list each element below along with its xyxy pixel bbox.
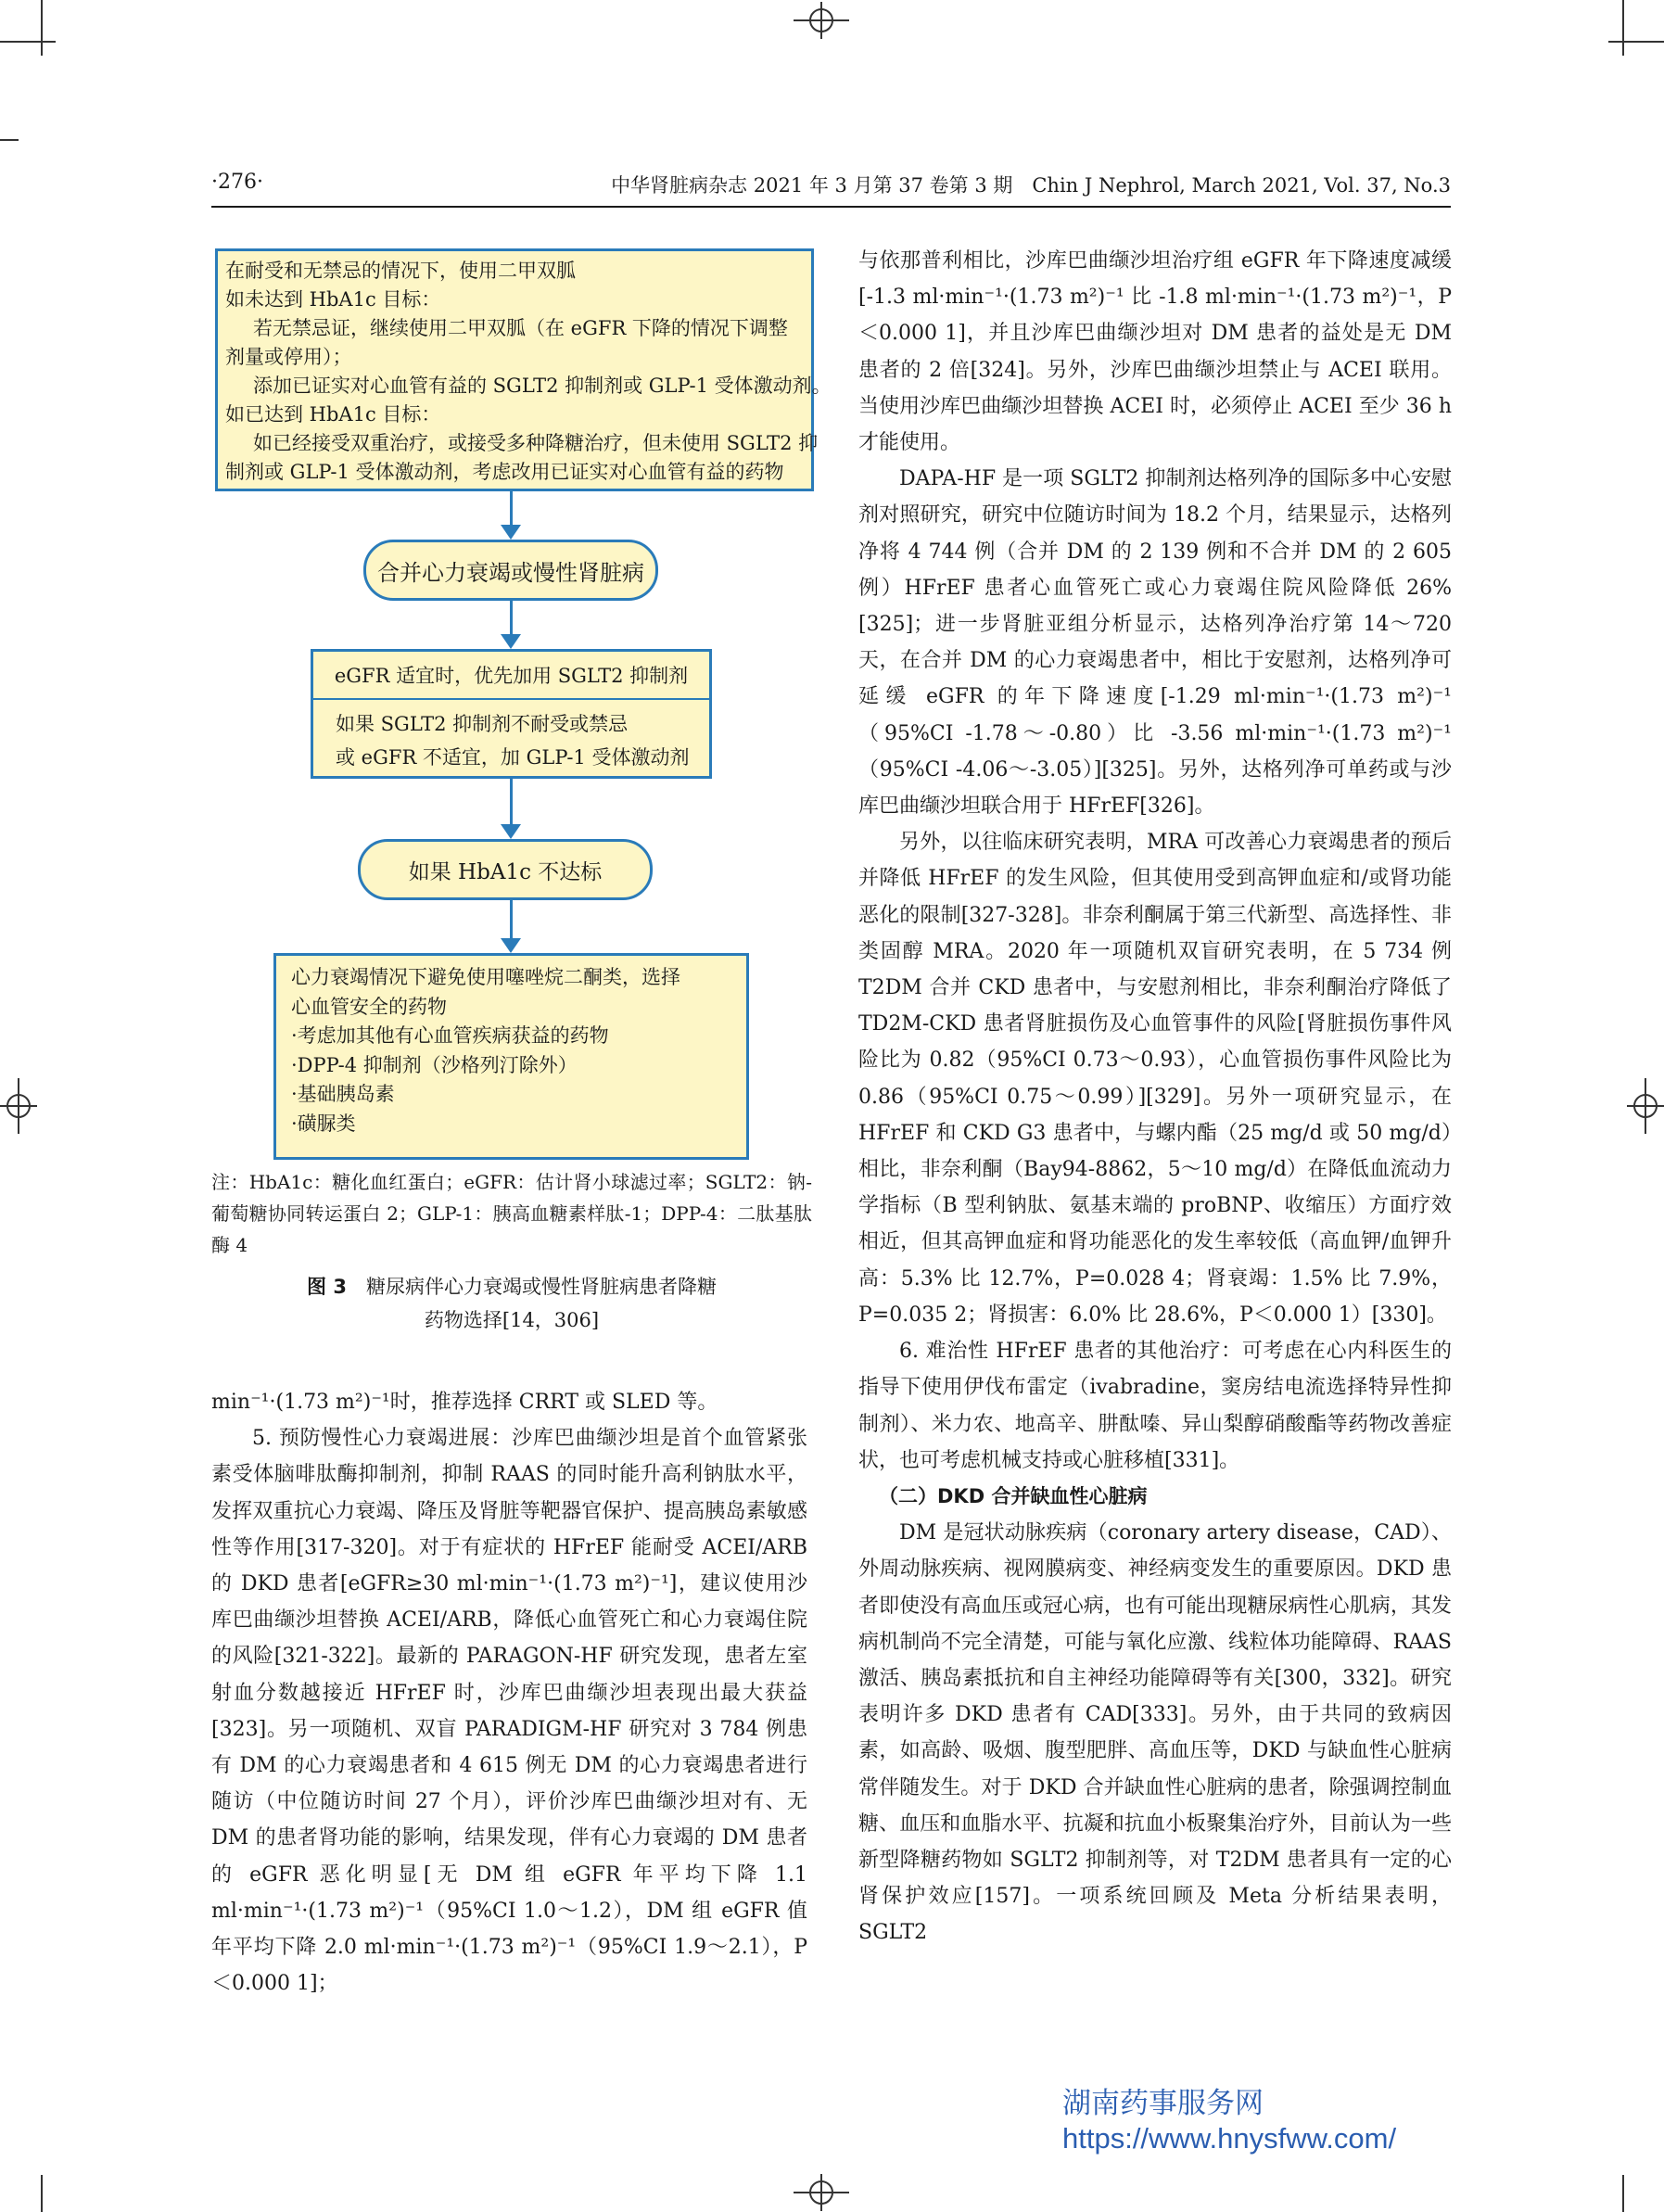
- registration-mark-right: [1627, 1078, 1664, 1134]
- paragraph: 与依那普利相比，沙库巴曲缬沙坦治疗组 eGFR 年下降速度减缓[-1.3 ml·min⁻¹·(1.73 m²)⁻¹ 比 -1.8 ml·min⁻¹·(1.73 m²)⁻¹，P＜0.000 1]，并且沙库巴曲缬沙坦对 DM 患者的益处是无 DM 患者的 2 倍[324]。另外，沙库巴曲缬沙坦禁止与 ACEI 联用。当使用沙库巴曲缬沙坦替换 ACEI 时，必须停止 ACEI 至少 36 h 才能使用。: [858, 249, 1452, 455]
- figure-note: 注：HbA1c：糖化血红蛋白；eGFR：估计肾小球滤过率；SGLT2：钠-葡萄糖协同转运蛋白 2；GLP-1：胰高血糖素样肽-1；DPP-4：二肽基肽酶 4: [211, 1171, 812, 1256]
- flowchart-node-hba1c: 如果 HbA1c 不达标: [358, 839, 653, 900]
- paragraph: 5. 预防慢性心力衰竭进展：沙库巴曲缬沙坦是首个血管紧张素受体脑啡肽酶抑制剂，抑制 RAAS 的同时能升高利钠肽水平，发挥双重抗心力衰竭、降压及肾脏等靶器官保护、提高胰岛素敏感性等作用[317-320]。对于有症状的 HFrEF 能耐受 ACEI/ARB 的 DKD 患者[eGFR≥30 ml·min⁻¹·(1.73 m²)⁻¹]，建议使用沙库巴曲缬沙坦替换 ACEI/ARB，降低心血管死亡和心力衰竭住院的风险[321-322]。最新的 PARAGON-HF 研究发现，患者左室射血分数越接近 HFrEF 时，沙库巴曲缬沙坦表现出最大获益[323]。另一项随机、双盲 PARADIGM-HF 研究对 3 784 例患有 DM 的心力衰竭患者和 4 615 例无 DM 的心力衰竭患者进行随访（中位随访时间 27 个月），评价沙库巴曲缬沙坦对有、无 DM 的患者肾功能的影响，结果发现，伴有心力衰竭的 DM 患者的 eGFR 恶化明显[无 DM 组 eGFR 年平均下降 1.1 ml·min⁻¹·(1.73 m²)⁻¹（95%CI 1.0～1.2），DM 组 eGFR 值年平均下降 2.0 ml·min⁻¹·(1.73 m²)⁻¹（95%CI 1.9～2.1），P＜0.000 1]；: [211, 1427, 807, 1996]
- registration-mark-bottom: [794, 2174, 849, 2211]
- flowchart-text: 制剂或 GLP-1 受体激动剂，考虑改用已证实对心血管有益的药物: [225, 461, 784, 483]
- flowchart-text: ·磺脲类: [291, 1112, 356, 1135]
- flowchart-text: eGFR 适宜时，优先加用 SGLT2 抑制剂: [313, 652, 709, 700]
- flowchart-text: 心血管安全的药物: [291, 995, 447, 1018]
- flowchart-text: 添加已证实对心血管有益的 SGLT2 抑制剂或 GLP-1 受体激动剂。: [253, 375, 832, 397]
- section-heading: （二）DKD 合并缺血性心脏病: [879, 1484, 1148, 1507]
- figure-caption-line1: 糖尿病伴心力衰竭或慢性肾脏病患者降糖: [365, 1276, 717, 1298]
- flowchart-text: 如未达到 HbA1c 目标：: [225, 288, 441, 311]
- crop-mark: [1622, 0, 1624, 56]
- flowchart-node-hf-ckd: 合并心力衰竭或慢性肾脏病: [363, 540, 658, 601]
- flowchart-box-safe-drugs: [273, 953, 749, 1160]
- paragraph: DAPA-HF 是一项 SGLT2 抑制剂达格列净的国际多中心安慰剂对照研究，研究中位随访时间为 18.2 个月，结果显示，达格列净将 4 744 例（合并 DM 的 2 139 例和不合并 DM 的 2 605 例）HFrEF 患者心血管死亡或心力衰竭住院风险降低 26%[325]；进一步肾脏亚组分析显示，达格列净治疗第 14～720 天，在合并 DM 的心力衰竭患者中，相比于安慰剂，达格列净可延缓 eGFR 的年下降速度[-1.29 ml·min⁻¹·(1.73 m²)⁻¹（95%CI -1.78～-0.80）比 -3.56 ml·min⁻¹·(1.73 m²)⁻¹（95%CI -4.06～-3.05）][325]。另外，达格列净可单药或与沙库巴曲缬沙坦联合用于 HFrEF[326]。: [858, 467, 1452, 819]
- watermark: [1062, 2086, 1396, 2156]
- crop-mark: [1622, 2175, 1624, 2212]
- paragraph: min⁻¹·(1.73 m²)⁻¹时，推荐选择 CRRT 或 SLED 等。: [211, 1391, 718, 1414]
- header-rule: [211, 206, 1451, 208]
- flowchart-text: ·考虑加其他有心血管疾病获益的药物: [291, 1024, 609, 1047]
- flowchart-arrow: [510, 900, 513, 940]
- flowchart-arrow: [510, 491, 513, 527]
- flowchart-arrow: [510, 779, 513, 826]
- flowchart-text: 若无禁忌证，继续使用二甲双胍（在 eGFR 下降的情况下调整: [253, 317, 788, 339]
- paragraph: 6. 难治性 HFrEF 患者的其他治疗：可考虑在心内科医生的指导下使用伊伐布雷定（ivabradine，窦房结电流选择特异性抑制剂）、米力农、地高辛、肼酞嗪、异山梨醇硝酸酯等药物改善症状，也可考虑机械支持或心脏移植[331]。: [858, 1340, 1452, 1472]
- watermark-name: 湖南药事服务网: [1062, 2087, 1264, 2119]
- left-column: [211, 1384, 807, 2002]
- page-number: ·276·: [211, 171, 263, 194]
- flowchart-text: ·DPP-4 抑制剂（沙格列汀除外）: [291, 1053, 578, 1076]
- registration-mark-top: [794, 2, 849, 39]
- flowchart-text: 如已经接受双重治疗，或接受多种降糖治疗，但未使用 SGLT2 抑: [253, 432, 819, 454]
- registration-mark-left: [0, 1078, 37, 1134]
- crop-mark: [41, 2175, 43, 2212]
- flowchart-text: 如已达到 HbA1c 目标：: [225, 403, 441, 426]
- flowchart-text: 如果 SGLT2 抑制剂不耐受或禁忌: [336, 713, 629, 735]
- figure-caption-line2: 药物选择[14，306]: [424, 1309, 600, 1331]
- flowchart-text: 剂量或停用）；: [225, 346, 352, 368]
- figure-label: 图 3: [307, 1276, 347, 1298]
- watermark-url[interactable]: https://www.hnysfww.com/: [1062, 2122, 1397, 2155]
- flowchart-text: 或 eGFR 不适宜，加 GLP-1 受体激动剂: [336, 746, 690, 769]
- flowchart-arrow: [510, 601, 513, 636]
- journal-header: 中华肾脏病杂志 2021 年 3 月第 37 卷第 3 期 Chin J Nephrol, March 2021, Vol. 37, No.3: [611, 174, 1451, 197]
- crop-mark: [0, 139, 19, 141]
- flowchart-text: 心力衰竭情况下避免使用噻唑烷二酮类，选择: [291, 966, 680, 988]
- flowchart-text: ·基础胰岛素: [291, 1083, 395, 1105]
- flowchart-text: 在耐受和无禁忌的情况下，使用二甲双胍: [225, 260, 576, 282]
- crop-mark: [1608, 41, 1664, 43]
- right-column: [858, 243, 1452, 1951]
- crop-mark: [0, 41, 56, 43]
- flowchart-box-metformin: [215, 248, 832, 491]
- crop-mark: [41, 0, 43, 56]
- paragraph: DM 是冠状动脉疾病（coronary artery disease，CAD）、外周动脉疾病、视网膜病变、神经病变发生的重要原因。DKD 患者即使没有高血压或冠心病，也有可能出现糖尿病性心肌病，其发病机制尚不完全清楚，可能与氧化应激、线粒体功能障碍、RAAS 激活、胰岛素抵抗和自主神经功能障碍等有关[300，332]。研究表明许多 DKD 患者有 CAD[333]。另外，由于共同的致病因素，如高龄、吸烟、腹型肥胖、高血压等，DKD 与缺血性心脏病常伴随发生。对于 DKD 合并缺血性心脏病的患者，除强调控制血糖、血压和血脂水平、抗凝和抗血小板聚集治疗外，目前认为一些新型降糖药物如 SGLT2 抑制剂等，对 T2DM 患者具有一定的心肾保护效应[157]。一项系统回顾及 Meta 分析结果表明，SGLT2: [858, 1521, 1452, 1945]
- flowchart-box-sglt2: [311, 649, 712, 779]
- figure-caption: [211, 1272, 812, 1300]
- paragraph: 另外，以往临床研究表明，MRA 可改善心力衰竭患者的预后并降低 HFrEF 的发生风险，但其使用受到高钾血症和/或肾功能恶化的限制[327-328]。非奈利酮属于第三代新型、高选择性、非类固醇 MRA。2020 年一项随机双盲研究表明，在 5 734 例 T2DM 合并 CKD 患者中，与安慰剂相比，非奈利酮治疗降低了 TD2M-CKD 患者肾脏损伤及心血管事件的风险[肾脏损伤事件风险比为 0.82（95%CI 0.73～0.93），心血管损伤事件风险比为 0.86（95%CI 0.75～0.99）][329]。另外一项研究显示，在 HFrEF 和 CKD G3 患者中，与螺内酯（25 mg/d 或 50 mg/d）相比，非奈利酮（Bay94-8862，5～10 mg/d）在降低血流动力学指标（B 型利钠肽、氨基末端的 proBNP、收缩压）方面疗效相近，但其高钾血症和肾功能恶化的发生率较低（高血钾/血钾升高：5.3% 比 12.7%，P=0.028 4；肾衰竭：1.5% 比 7.9%，P=0.035 2；肾损害：6.0% 比 28.6%，P＜0.000 1）[330]。: [858, 831, 1452, 1327]
